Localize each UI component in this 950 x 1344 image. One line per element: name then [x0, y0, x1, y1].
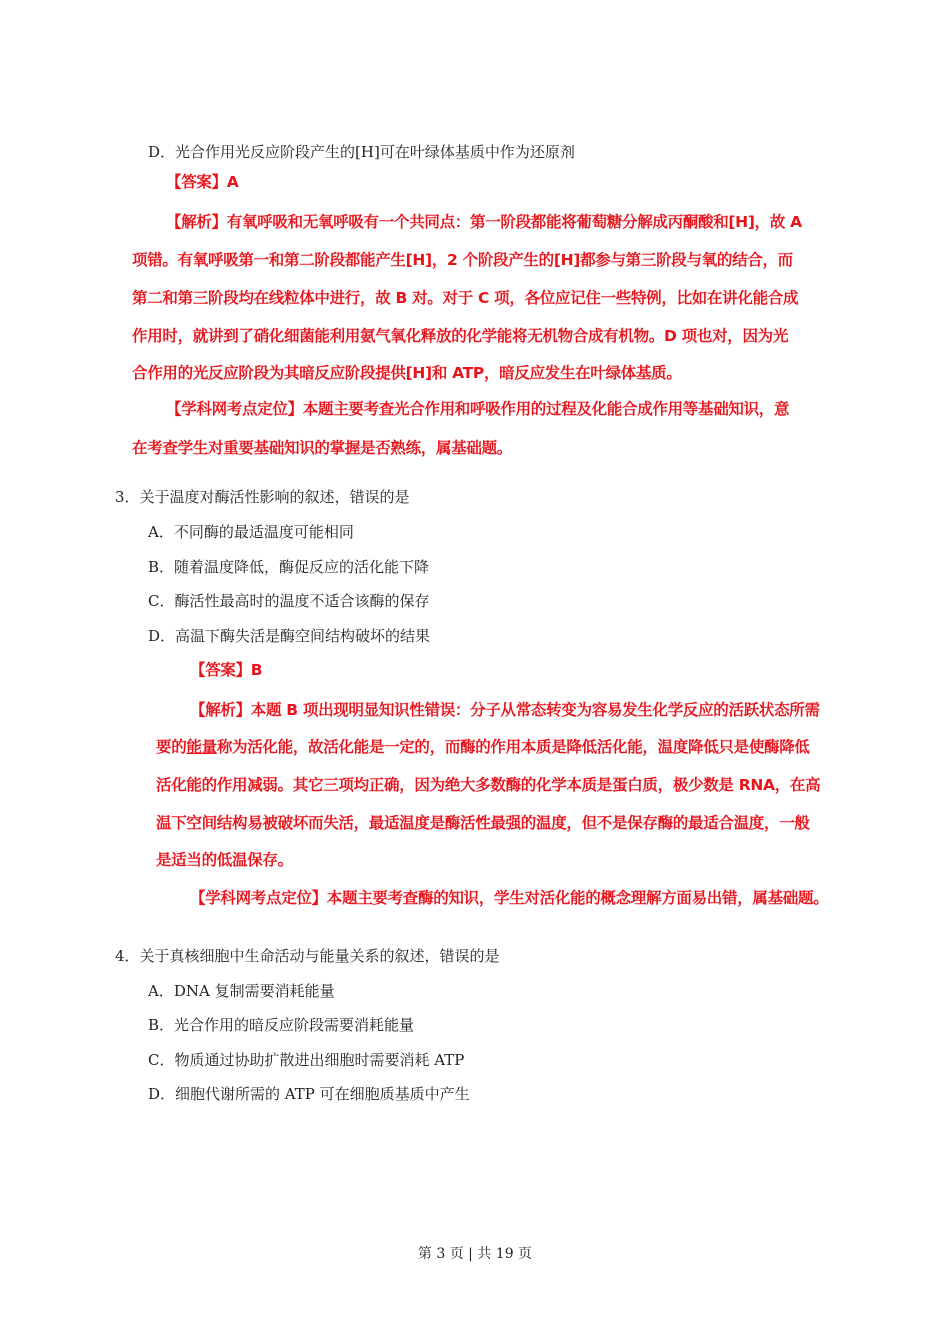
q2-answer: 【答案】A [166, 173, 239, 191]
q2-analysis-line: 第二和第三阶段均在线粒体中进行，故 B 对。对于 C 项，各位应记住一些特例，比如在讲化能合成 [132, 289, 799, 307]
q3-option-d: D．高温下酶失活是酶空间结构破坏的结果 [148, 627, 431, 645]
q4-option-b: B．光合作用的暗反应阶段需要消耗能量 [148, 1016, 415, 1034]
q2-analysis-line: 合作用的光反应阶段为其暗反应阶段提供[H]和 ATP，暗反应发生在叶绿体基质。 [132, 364, 682, 382]
q3-analysis-line: 温下空间结构易被破坏而失活，最适温度是酶活性最强的温度，但不是保存酶的最适合温度，一般 [156, 814, 810, 832]
underlined-term: 能量 [186, 738, 217, 756]
q3-analysis-line [156, 737, 810, 757]
q4-stem: 4．关于真核细胞中生命活动与能量关系的叙述，错误的是 [115, 947, 500, 965]
q4-option-a: A．DNA 复制需要消耗能量 [148, 982, 335, 1000]
q3-option-c: C．酶活性最高时的温度不适合该酶的保存 [148, 592, 430, 610]
q4-option-d: D．细胞代谢所需的 ATP 可在细胞质基质中产生 [148, 1085, 470, 1103]
page-footer: 第 3 页 | 共 19 页 [417, 1246, 533, 1262]
text: 称为活化能，故活化能是一定的，而酶的作用本质是降低活化能，温度降低只是使酶降低 [216, 738, 810, 756]
q3-option-b: B．随着温度降低，酶促反应的活化能下降 [148, 558, 430, 576]
q2-option-d: D．光合作用光反应阶段产生的[H]可在叶绿体基质中作为还原剂 [148, 143, 575, 161]
q3-option-a: A．不同酶的最适温度可能相同 [148, 523, 354, 541]
q3-analysis-line: 【解析】本题 B 项出现明显知识性错误：分子从常态转变为容易发生化学反应的活跃状态所需 [190, 701, 820, 719]
text: 要的 [156, 738, 187, 756]
q2-location-line: 【学科网考点定位】本题主要考查光合作用和呼吸作用的过程及化能合成作用等基础知识，意 [166, 400, 790, 418]
q3-stem: 3．关于温度对酶活性影响的叙述，错误的是 [115, 488, 410, 506]
q3-analysis-line: 活化能的作用减弱。其它三项均正确，因为绝大多数酶的化学本质是蛋白质，极少数是 RNA，在高 [156, 776, 821, 794]
q2-analysis-line: 【解析】有氧呼吸和无氧呼吸有一个共同点：第一阶段都能将葡萄糖分解成丙酮酸和[H]，故 A [166, 213, 802, 231]
q3-location: 【学科网考点定位】本题主要考查酶的知识，学生对活化能的概念理解方面易出错，属基础题。 [190, 889, 829, 907]
q2-analysis-line: 项错。有氧呼吸第一和第二阶段都能产生[H]，2 个阶段产生的[H]都参与第三阶段与氧的结合，而 [132, 251, 793, 269]
q4-option-c: C．物质通过协助扩散进出细胞时需要消耗 ATP [148, 1051, 465, 1069]
q3-analysis-line: 是适当的低温保存。 [156, 851, 293, 869]
q3-answer: 【答案】B [190, 661, 263, 679]
q2-location-line: 在考查学生对重要基础知识的掌握是否熟练，属基础题。 [132, 439, 513, 457]
q2-analysis-line: 作用时，就讲到了硝化细菌能利用氨气氧化释放的化学能将无机物合成有机物。D 项也对，因为光 [132, 327, 789, 345]
